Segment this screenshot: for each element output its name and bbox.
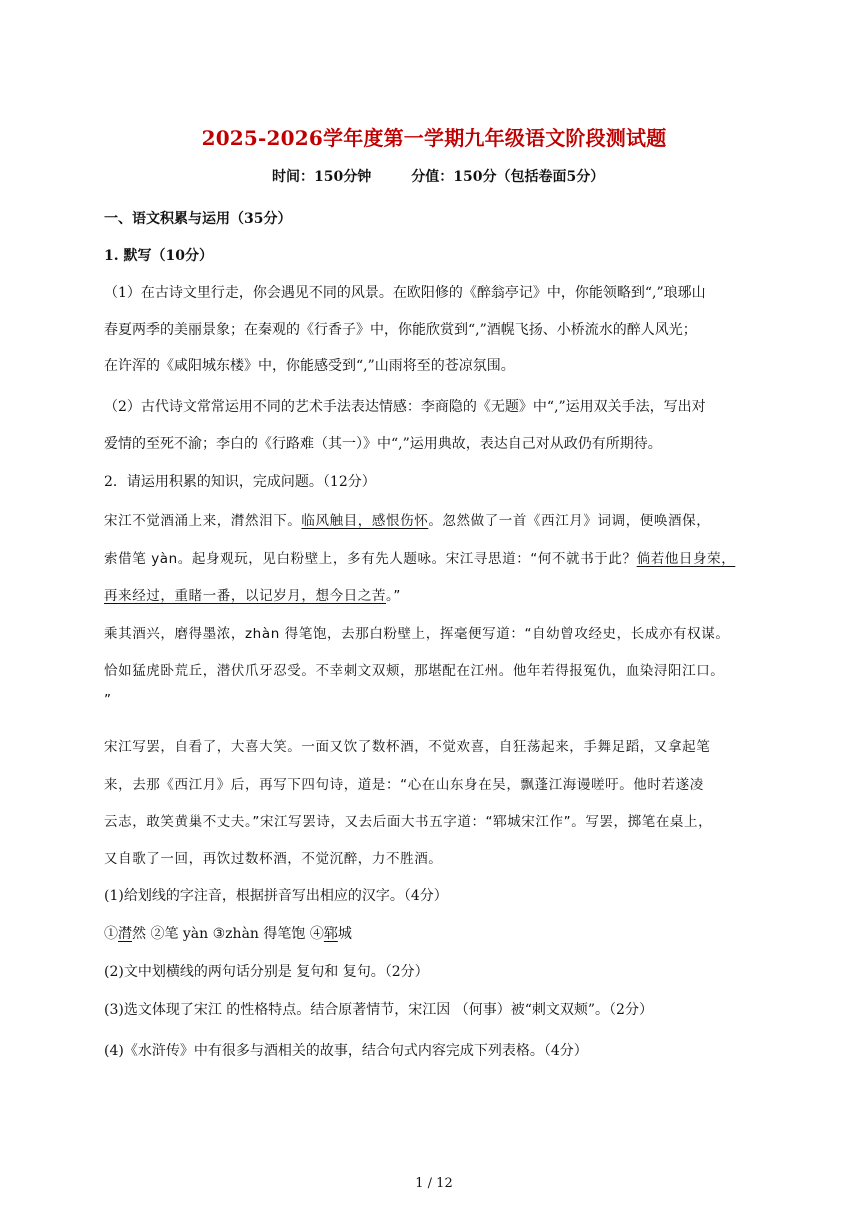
passage-line: 云志，敢笑黄巢不丈夫。”宋江写罢诗，又去后面大书五字道：“郓城宋江作”。写罢，掷笔在桌上， [104,814,713,830]
exam-info [272,166,604,186]
underlined-sentence: 再来经过，重睹一番，以记岁月，想今日之苦 [104,588,386,604]
sub-question-4: (4)《水浒传》中有很多与酒相关的故事，结合句式内容完成下列表格。（4分） [104,1043,588,1059]
question-1-heading: 1. 默写（10分） [104,248,213,264]
passage-line: 又自歌了一回，再饮过数杯酒，不觉沉醉，力不胜酒。 [104,851,443,867]
underlined-sentence: 倘若他日身荣， [636,551,736,567]
passage-line: 宋江不觉酒涌上来，潸然泪下。临风触目，感恨伤怀。忽然做了一首《西江月》词调，便唤酒保， [104,513,711,529]
passage-line: 再来经过，重睹一番，以记岁月，想今日之苦。” [104,588,401,604]
q1-line: （2）古代诗文常常运用不同的艺术手法表达情感：李商隐的《无题》中“,”运用双关手法，写出对 [104,399,706,415]
passage-line: 索借笔 yàn。起身观玩，见白粉壁上，多有先人题咏。宋江寻思道：“何不就书于此？倘若他日身荣， [104,551,736,567]
question-2-heading: 2．请运用积累的知识，完成问题。（12分） [104,474,376,490]
q1-line: 爱情的至死不渝；李白的《行路难（其一）》中“,”运用典故，表达自己对从政仍有所期待。 [104,436,662,452]
page-title: 2025-2026学年度第一学期九年级语文阶段测试题 [201,126,667,150]
passage-line: ” [104,692,112,708]
passage-line: 宋江写罢，自看了，大喜大笑。一面又饮了数杯酒，不觉欢喜，自狂荡起来，手舞足蹈，又拿起笔 [104,739,711,755]
section-heading: 一、语文积累与运用（35分） [104,211,292,227]
q1-line: 春夏两季的美丽景象；在秦观的《行香子》中，你能欣赏到“,”酒幌飞扬、小桥流水的醉人风光； [104,322,697,338]
passage-line: 乘其酒兴，磨得墨浓，zhàn 得笔饱，去那白粉壁上，挥毫便写道：“自幼曾攻经史，长成亦有权谋。 [104,626,730,642]
q1-line: （1）在古诗文里行走，你会遇见不同的风景。在欧阳修的《醉翁亭记》中，你能领略到“,”琅琊山 [104,285,706,301]
sub-question-1-items: ①潸然 ②笔 yàn ③zhàn 得笔饱 ④郓城 [104,926,352,942]
underlined-sentence: 临风触目，感恨伤怀 [301,513,429,529]
exam-time: 时间：150分钟 [272,169,372,185]
sub-question-3: (3)选文体现了宋江 的性格特点。结合原著情节，宋江因 （何事）被“刺文双颊”。（2分） [104,1002,653,1018]
passage-line: 恰如猛虎卧荒丘，潜伏爪牙忍受。不幸刺文双颊，那堪配在江州。他年若得报冤仇，血染浔阳江口。 [104,663,725,679]
exam-score: 分值：150分（包括卷面5分） [411,169,605,185]
sub-question-2: (2)文中划横线的两句话分别是 复句和 复句。（2分） [104,964,429,980]
sub-question-1: (1)给划线的字注音，根据拼音写出相应的汉字。（4分） [104,888,448,904]
q1-line: 在许浑的《咸阳城东楼》中，你能感受到“,”山雨将至的苍凉氛围。 [104,358,515,374]
page-number: 1 / 12 [415,1176,453,1191]
passage-line: 来，去那《西江月》后，再写下四句诗，道是：“心在山东身在吴，飘蓬江海谩嗟吁。他时若遂凌 [104,777,704,793]
